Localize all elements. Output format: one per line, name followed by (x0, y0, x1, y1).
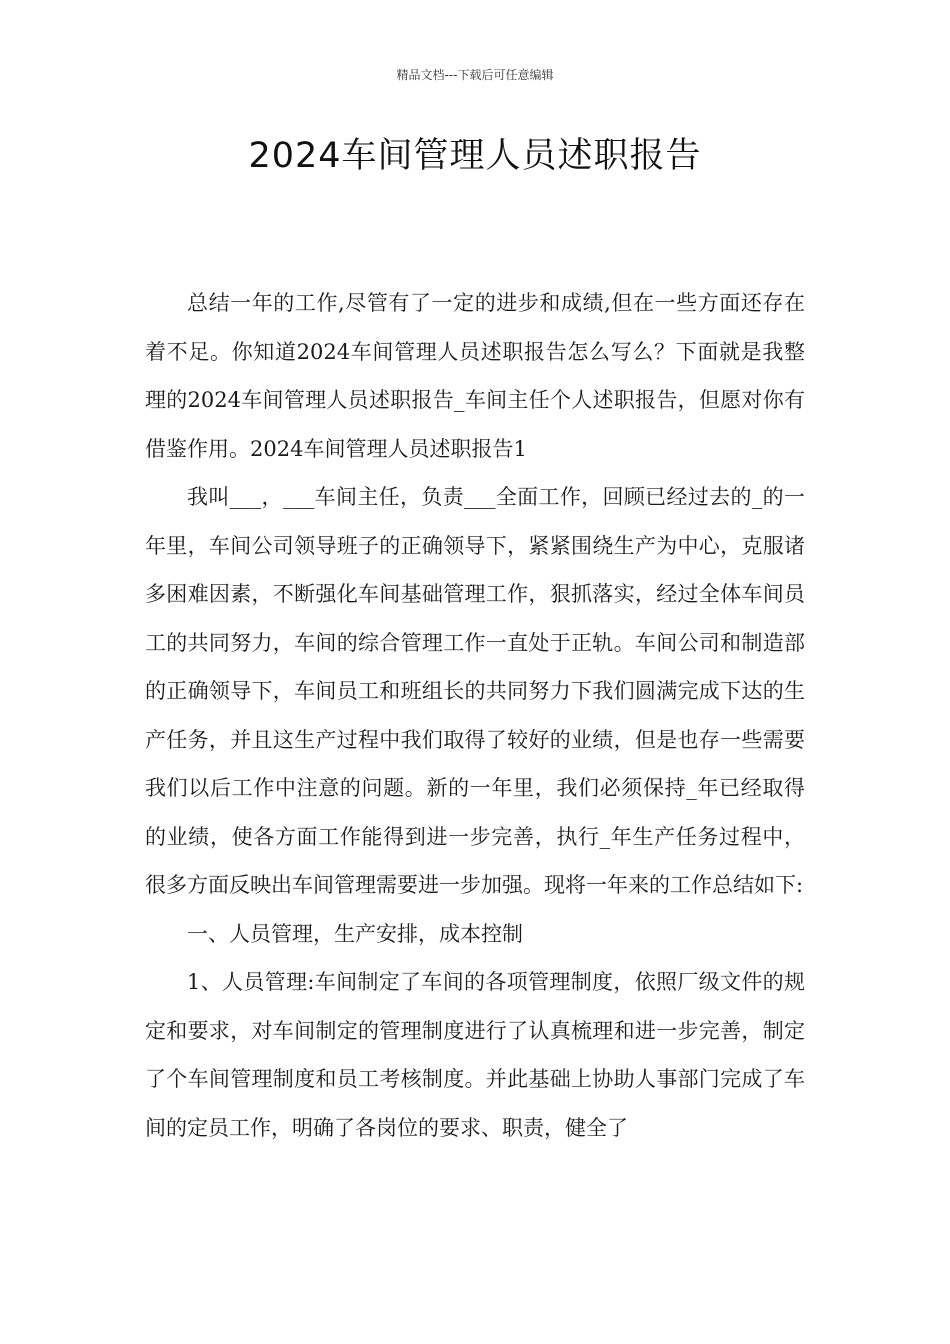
paragraph-self-introduction: 我叫___，___车间主任，负责___全面工作，回顾已经过去的_的一年里，车间公司领导班子的正确领导下，紧紧围绕生产为中心，克服诸多困难因素，不断强化车间基础管理工作，狠抓落实，经过全体车间员工的共同努力，车间的综合管理工作一直处于正轨。车间公司和制造部的正确领导下，车间员工和班组长的共同努力下我们圆满完成下达的生产任务，并且这生产过程中我们取得了较好的业绩，但是也存一些需要我们以后工作中注意的问题。新的一年里，我们必须保持_年已经取得的业绩，使各方面工作能得到进一步完善，执行_年生产任务过程中，很多方面反映出车间管理需要进一步加强。现将一年来的工作总结如下: (145, 485, 805, 897)
document-body (145, 279, 805, 1152)
paragraph-personnel-management: 1、人员管理:车间制定了车间的各项管理制度，依照厂级文件的规定和要求，对车间制定的管理制度进行了认真梳理和进一步完善，制定了个车间管理制度和员工考核制度。并此基础上协助人事部门完成了车间的定员工作，明确了各岗位的要求、职责，健全了 (145, 970, 805, 1140)
document-title: 2024车间管理人员述职报告 (248, 136, 702, 176)
paragraph-intro: 总结一年的工作,尽管有了一定的进步和成绩,但在一些方面还存在着不足。你知道2024车间管理人员述职报告怎么写么？下面就是我整理的2024车间管理人员述职报告_车间主任个人述职报告，但愿对你有借鉴作用。2024车间管理人员述职报告1 (145, 291, 805, 461)
header-note: 精品文档---下载后可任意编辑 (396, 68, 554, 82)
section-heading-1: 一、人员管理，生产安排，成本控制 (187, 921, 523, 946)
